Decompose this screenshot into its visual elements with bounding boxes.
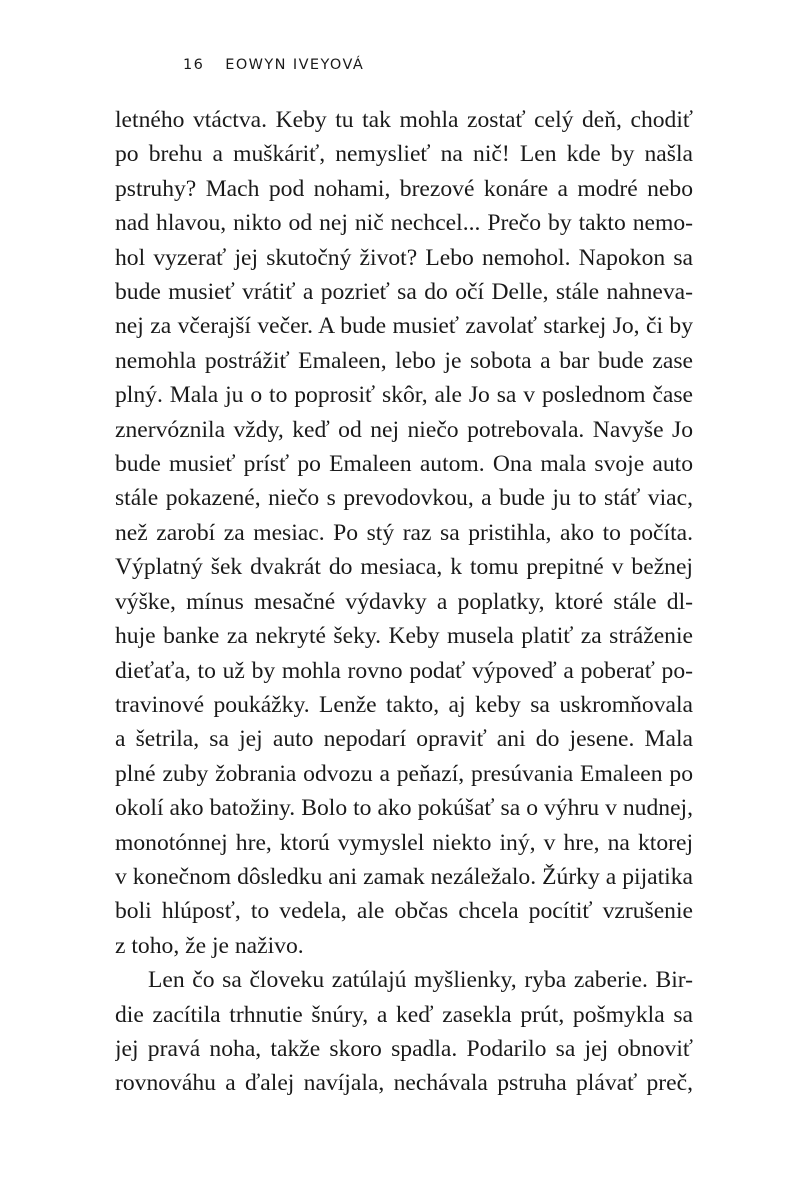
text-line: Len čo sa človeku zatúlajú myšlienky, ryba zaberie. Bir- <box>148 967 693 994</box>
text-line: bude musieť vrátiť a pozrieť sa do očí Delle, stále nahneva- <box>115 279 693 306</box>
text-line: pstruhy? Mach pod nohami, brezové konáre a modré nebo <box>115 175 693 202</box>
text-line: z toho, že je naživo. <box>115 932 304 959</box>
body-text <box>115 103 693 1101</box>
text-line: nemohla postrážiť Emaleen, lebo je sobota a bar bude zase <box>115 347 693 374</box>
text-line: a šetrila, sa jej auto nepodarí opraviť ani do jesene. Mala <box>115 726 693 753</box>
text-line: Výplatný šek dvakrát do mesiaca, k tomu prepitné v bežnej <box>115 554 693 581</box>
paragraph-1 <box>115 103 693 963</box>
text-line: letného vtáctva. Keby tu tak mohla zostať celý deň, chodiť <box>115 107 693 133</box>
text-line: výške, mínus mesačné výdavky a poplatky, ktoré stále dl- <box>115 588 693 615</box>
text-line: die zacítila trhnutie šnúry, a keď zasekla prút, pošmykla sa <box>115 1001 693 1028</box>
text-line: bude musieť prísť po Emaleen autom. Ona mala svoje auto <box>115 451 693 478</box>
text-line: nad hlavou, nikto od nej nič nechcel... Prečo by takto nemo- <box>115 210 693 237</box>
paragraph-2 <box>115 963 693 1101</box>
text-line: rovnováhu a ďalej navíjala, nechávala pstruha plávať preč, <box>115 1070 693 1097</box>
text-line: v konečnom dôsledku ani zamak nezáležalo. Žúrky a pijatika <box>115 863 693 890</box>
text-line: okolí ako batožiny. Bolo to ako pokúšať sa o výhru v nudnej, <box>115 795 693 822</box>
text-line: monotónnej hre, ktorú vymyslel niekto iný, v hre, na ktorej <box>115 829 693 856</box>
text-line: boli hlúposť, to vedela, ale občas chcela pocítiť vzrušenie <box>115 898 693 925</box>
text-line: dieťaťa, to už by mohla rovno podať výpoveď a poberať po- <box>115 657 693 684</box>
text-line: nej za včerajší večer. A bude musieť zavolať starkej Jo, či by <box>115 313 693 340</box>
text-line: travinové poukážky. Lenže takto, aj keby sa uskromňovala <box>115 691 693 718</box>
text-line: huje banke za nekryté šeky. Keby musela platiť za stráženie <box>115 623 693 650</box>
text-line: znervóznila vždy, keď od nej niečo potrebovala. Navyše Jo <box>115 416 693 443</box>
running-head-author: EOWYN IVEYOVÁ <box>225 57 365 73</box>
text-line: plný. Mala ju o to poprosiť skôr, ale Jo sa v poslednom čase <box>115 382 693 409</box>
page-number: 16 <box>183 57 205 73</box>
text-line: jej pravá noha, takže skoro spadla. Podarilo sa jej obnoviť <box>115 1035 693 1062</box>
text-line: plné zuby žobrania odvozu a peňazí, presúvania Emaleen po <box>115 760 693 787</box>
text-line: stále pokazené, niečo s prevodovkou, a bude ju to stáť viac, <box>115 485 693 512</box>
text-line: hol vyzerať jej skutočný život? Lebo nemohol. Napokon sa <box>115 244 693 271</box>
running-head <box>183 57 364 73</box>
text-line: po brehu a muškáriť, nemyslieť na nič! Len kde by našla <box>115 141 693 168</box>
text-line: než zarobí za mesiac. Po stý raz sa pristihla, ako to počíta. <box>115 519 693 546</box>
